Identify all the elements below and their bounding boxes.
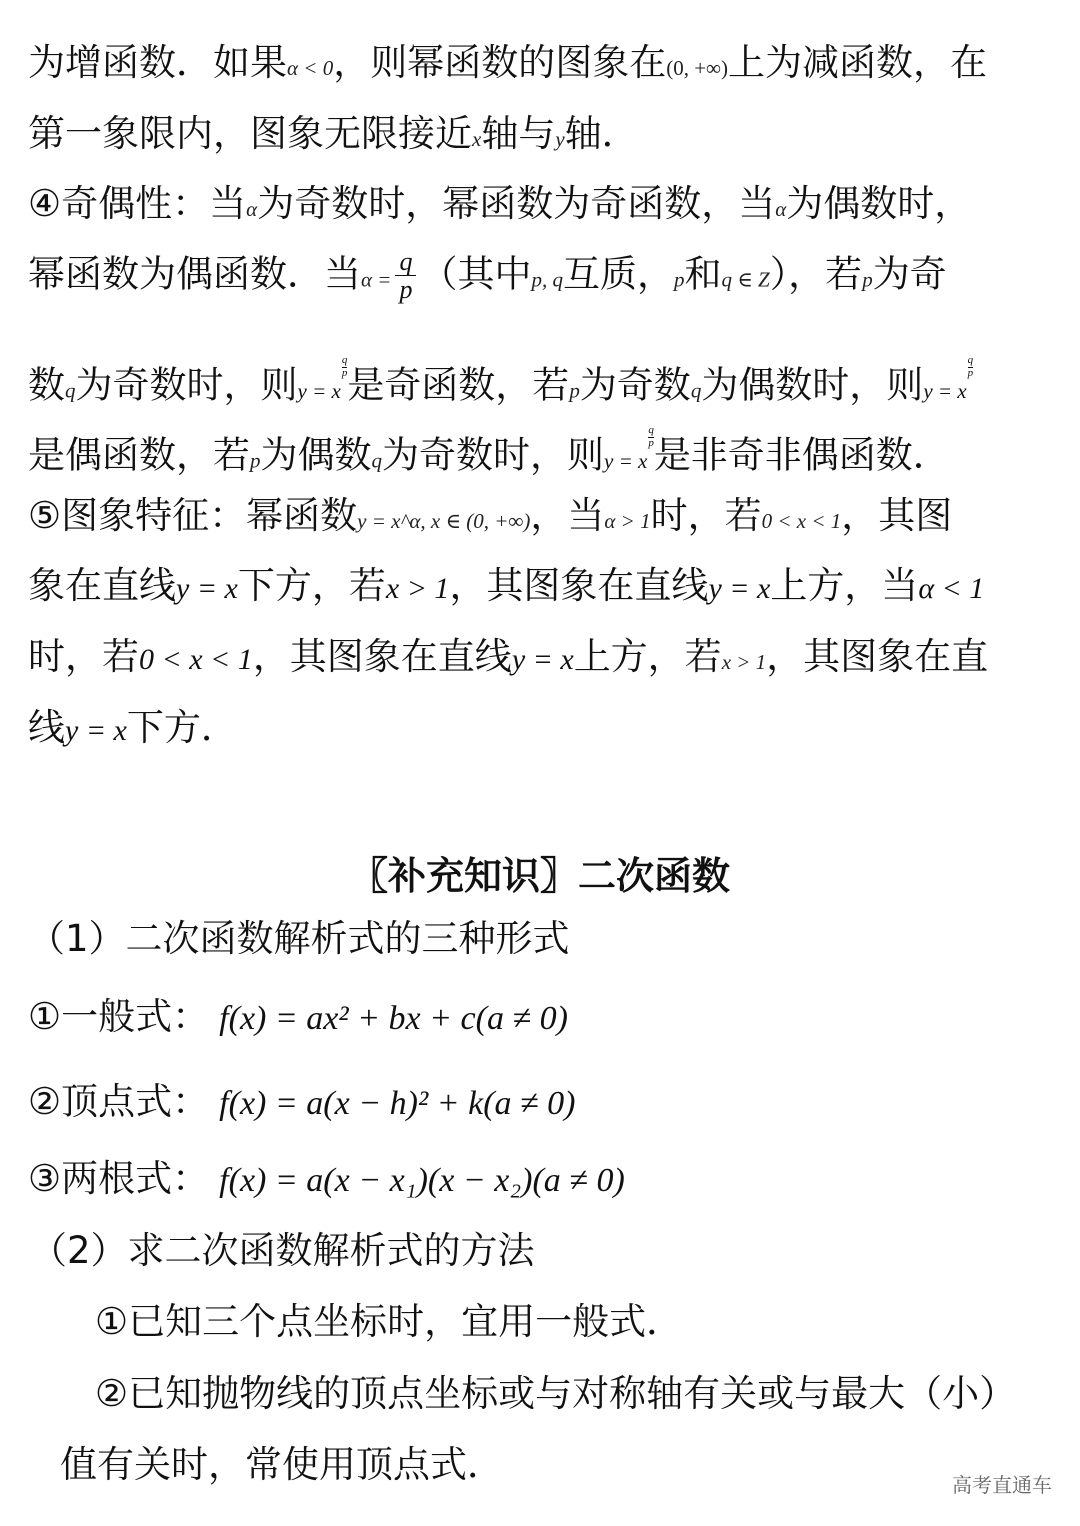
formula: f(x) = ax² + bx + c(a ≠ 0) (219, 1000, 568, 1037)
section-title: 〖补充知识〗二次函数 (349, 854, 730, 898)
math-inline: x (472, 127, 482, 151)
text: 是偶函数，若 (28, 433, 250, 477)
exponent-denominator: p (648, 436, 654, 449)
exponent-denominator: p (341, 366, 348, 379)
exponent-numerator: q (967, 354, 974, 366)
math-inline: y = x (65, 714, 127, 747)
formula-vertex (28, 1080, 576, 1123)
text: 时，若 (650, 494, 762, 537)
formula-roots (28, 1157, 625, 1200)
formula-label: ①一般式： (28, 995, 210, 1038)
text: ，其图象在直 (766, 635, 989, 678)
text: ⑤图象特征：幂函数 (28, 494, 358, 537)
text: 幂函数为偶函数．当 (28, 252, 361, 296)
math-inline: y = x (176, 572, 238, 605)
text-line-2 (28, 112, 639, 155)
text: 为奇 (872, 252, 947, 296)
text: 上方，当 (770, 564, 919, 607)
math-inline: α < 0 (287, 56, 334, 80)
text-line-5 (28, 354, 974, 407)
text: 下方． (126, 706, 238, 749)
fraction-denominator: p (399, 275, 413, 305)
math-inline: α (246, 197, 258, 221)
text-line-6 (28, 424, 950, 477)
text-line-7 (28, 494, 953, 537)
formula: f(x) = a(x − x₁)(x − x₂)(a ≠ 0) (219, 1162, 625, 1199)
text-line-8 (28, 564, 985, 607)
math-inline: x > 1 (721, 650, 767, 674)
method-2: ②已知抛物线的顶点坐标或与对称轴有关或与最大（小） (95, 1372, 1017, 1415)
formula-label: ②顶点式： (28, 1080, 210, 1123)
math-inline: y (555, 127, 565, 151)
math-inline: q (690, 378, 702, 403)
text: 下方，若 (237, 564, 386, 607)
formula: f(x) = a(x − h)² + k(a ≠ 0) (219, 1085, 576, 1122)
formula-general (28, 995, 568, 1038)
text: 第一象限内，图象无限接近 (28, 112, 472, 155)
text-line-10 (28, 706, 238, 749)
math-inline: α < 1 (918, 572, 985, 605)
fraction (395, 248, 416, 304)
text-line-3 (28, 182, 972, 225)
math-inline: α (775, 197, 787, 221)
text: 为增函数．如果 (28, 41, 287, 84)
math-inline: p, q (531, 267, 563, 292)
math-inline: q (371, 448, 382, 473)
text: ，其图象在直线 (449, 564, 709, 607)
text: 为奇数时，则 (382, 433, 604, 477)
text: 时，若 (28, 635, 139, 678)
math-inline: q (65, 378, 76, 403)
subsection-heading-2: （2）求二次函数解析式的方法 (30, 1229, 535, 1272)
text: ，当 (530, 494, 605, 537)
power-base: y = x (604, 448, 648, 473)
math-inline: 0 < x < 1 (139, 643, 253, 676)
text-line-1 (28, 41, 988, 84)
text: 为奇数时，幂函数为奇函数，当 (257, 182, 776, 225)
power-expression (604, 424, 654, 473)
math-inline: y = x (708, 572, 771, 605)
text: ，其图象在直线 (252, 635, 512, 678)
math-inline: 0 < x < 1 (761, 509, 842, 533)
text: 为偶数时，则 (701, 363, 924, 407)
math-inline: p (250, 448, 261, 473)
method-2-continued: 值有关时，常使用顶点式． (60, 1443, 504, 1486)
text: 是非奇非偶函数． (653, 433, 950, 477)
fraction-exponent (968, 355, 974, 379)
text: 互质， (562, 252, 674, 296)
text: 为偶数时， (786, 182, 972, 225)
power-expression (297, 354, 348, 403)
math-inline: p (569, 378, 580, 403)
math-inline: p (673, 267, 685, 292)
text: 上为减函数，在 (728, 41, 988, 84)
text: 为奇数时，则 (75, 363, 298, 407)
text: ），若 (769, 252, 863, 296)
math-inline: α > 1 (604, 509, 651, 533)
text: 轴． (564, 112, 639, 155)
text: 轴与 (481, 112, 556, 155)
math-inline: y = x (511, 643, 574, 676)
power-base: y = x (923, 378, 967, 403)
text: ④奇偶性：当 (28, 182, 247, 225)
text: 为奇数 (579, 363, 691, 407)
exponent-denominator: p (967, 366, 974, 379)
power-base: y = x (297, 378, 341, 403)
text: ，则幂函数的图象在 (333, 41, 667, 84)
method-1: ①已知三个点坐标时，宜用一般式． (95, 1300, 684, 1343)
text-line-4 (28, 248, 947, 304)
text: 上方，若 (573, 635, 722, 678)
fraction-numerator: q (395, 248, 416, 276)
text: 是奇函数，若 (347, 363, 570, 407)
math-inline: α = (361, 267, 392, 292)
math-inline: (0, +∞) (666, 56, 729, 80)
power-expression (923, 354, 974, 403)
text: 和 (684, 252, 722, 296)
math-inline: p (862, 267, 873, 292)
text: ，其图 (841, 494, 953, 537)
text: 线 (28, 706, 65, 749)
math-inline: x > 1 (385, 572, 450, 605)
text: 为偶数 (260, 433, 372, 477)
subsection-heading-1: （1）二次函数解析式的三种形式 (28, 917, 570, 960)
math-inline: q ∈ Z (721, 267, 770, 292)
text-line-9 (28, 635, 989, 678)
math-inline: y = x^α, x ∈ (0, +∞) (357, 509, 531, 533)
watermark-label: 高考直通车 (952, 1473, 1052, 1497)
exponent-numerator: q (341, 354, 348, 366)
text: 象在直线 (28, 564, 176, 607)
formula-label: ③两根式： (28, 1157, 210, 1200)
exponent-numerator: q (648, 424, 654, 436)
text: 数 (28, 363, 65, 407)
text: （其中 (420, 252, 532, 296)
